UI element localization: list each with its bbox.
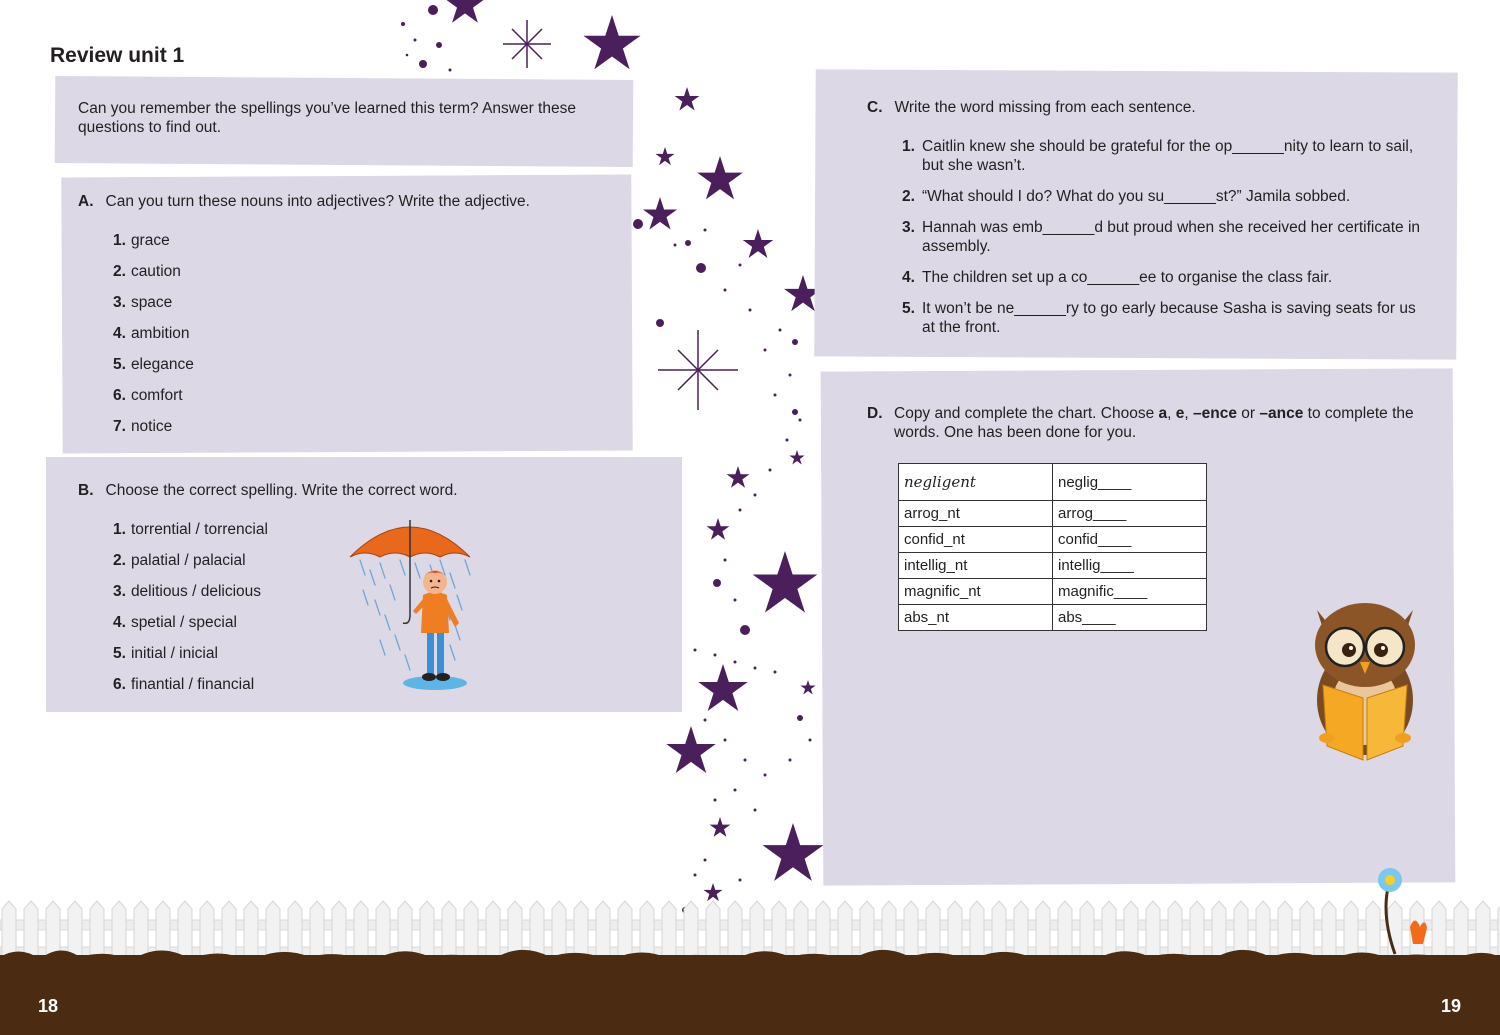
chart-cell: confid____ bbox=[1053, 527, 1207, 553]
list-item: 1. torrential / torrencial bbox=[113, 521, 268, 538]
list-item: 3. Hannah was emb______d but proud when she received her certificate in assembly. bbox=[902, 219, 1421, 255]
table-row bbox=[899, 579, 1207, 605]
section-b-list bbox=[113, 520, 268, 706]
section-c-list bbox=[902, 137, 1427, 349]
list-item: 2. palatial / palacial bbox=[113, 552, 246, 569]
section-a-question-text: Can you turn these nouns into adjectives? Write the adjective. bbox=[105, 193, 530, 210]
section-c-question-text: Write the word missing from each sentence. bbox=[894, 99, 1196, 116]
list-item: 5. initial / inicial bbox=[113, 645, 218, 662]
page-number-left: 18 bbox=[38, 996, 59, 1016]
list-item: 7. notice bbox=[113, 418, 173, 435]
page-title: Review unit 1 bbox=[50, 44, 185, 67]
list-item: 2. caution bbox=[113, 263, 181, 280]
section-b-letter: B. bbox=[78, 482, 94, 499]
section-d-question: D. Copy and complete the chart. Choose a, e, –ence or –ance to complete the words. One has been done for you. bbox=[867, 405, 1414, 441]
list-item: 1. Caitlin knew she should be grateful for the op______nity to learn to sail, but she wasn’t. bbox=[902, 138, 1414, 174]
chart-cell: abs_nt bbox=[899, 605, 1053, 631]
spelling-chart bbox=[898, 463, 1207, 631]
section-d-letter: D. bbox=[867, 405, 883, 422]
list-item: 3. delitious / delicious bbox=[113, 583, 262, 600]
owl-reading-illustration bbox=[1305, 590, 1430, 770]
list-item: 3. space bbox=[113, 294, 173, 311]
list-item: 4. spetial / special bbox=[113, 614, 237, 631]
soil-splash bbox=[0, 935, 1500, 975]
intro-text: Can you remember the spellings you’ve learned this term? Answer these questions to find out. bbox=[78, 100, 576, 136]
chart-cell: magnific____ bbox=[1053, 579, 1207, 605]
flower-decoration bbox=[1365, 862, 1440, 957]
chart-cell-example: negligent bbox=[899, 464, 1053, 501]
section-a-letter: A. bbox=[78, 193, 94, 210]
list-item: 6. comfort bbox=[113, 387, 183, 404]
chart-cell: intellig____ bbox=[1053, 553, 1207, 579]
table-row bbox=[899, 464, 1207, 501]
list-item: 4. The children set up a co______ee to organise the class fair. bbox=[902, 269, 1333, 286]
list-item: 6. finantial / financial bbox=[113, 676, 255, 693]
stars-decoration bbox=[395, 0, 830, 940]
list-item: 5. elegance bbox=[113, 356, 194, 373]
section-a-list bbox=[113, 231, 194, 448]
section-b-question-text: Choose the correct spelling. Write the correct word. bbox=[105, 482, 458, 499]
chart-cell: abs____ bbox=[1053, 605, 1207, 631]
chart-cell: arrog_nt bbox=[899, 501, 1053, 527]
chart-cell: confid_nt bbox=[899, 527, 1053, 553]
list-item: 2. “What should I do? What do you su______st?” Jamila sobbed. bbox=[902, 188, 1351, 205]
chart-cell: magnific_nt bbox=[899, 579, 1053, 605]
table-row bbox=[899, 501, 1207, 527]
section-c-letter: C. bbox=[867, 99, 883, 116]
list-item: 4. ambition bbox=[113, 325, 190, 342]
section-c-question bbox=[867, 98, 1427, 117]
chart-cell: intellig_nt bbox=[899, 553, 1053, 579]
chart-cell: neglig____ bbox=[1053, 464, 1207, 501]
page-number-right: 19 bbox=[1441, 996, 1462, 1016]
list-item: 1. grace bbox=[113, 232, 170, 249]
table-row bbox=[899, 605, 1207, 631]
table-row bbox=[899, 527, 1207, 553]
chart-cell: arrog____ bbox=[1053, 501, 1207, 527]
list-item: 5. It won’t be ne______ry to go early because Sasha is saving seats for us at the front. bbox=[902, 300, 1416, 336]
table-row bbox=[899, 553, 1207, 579]
